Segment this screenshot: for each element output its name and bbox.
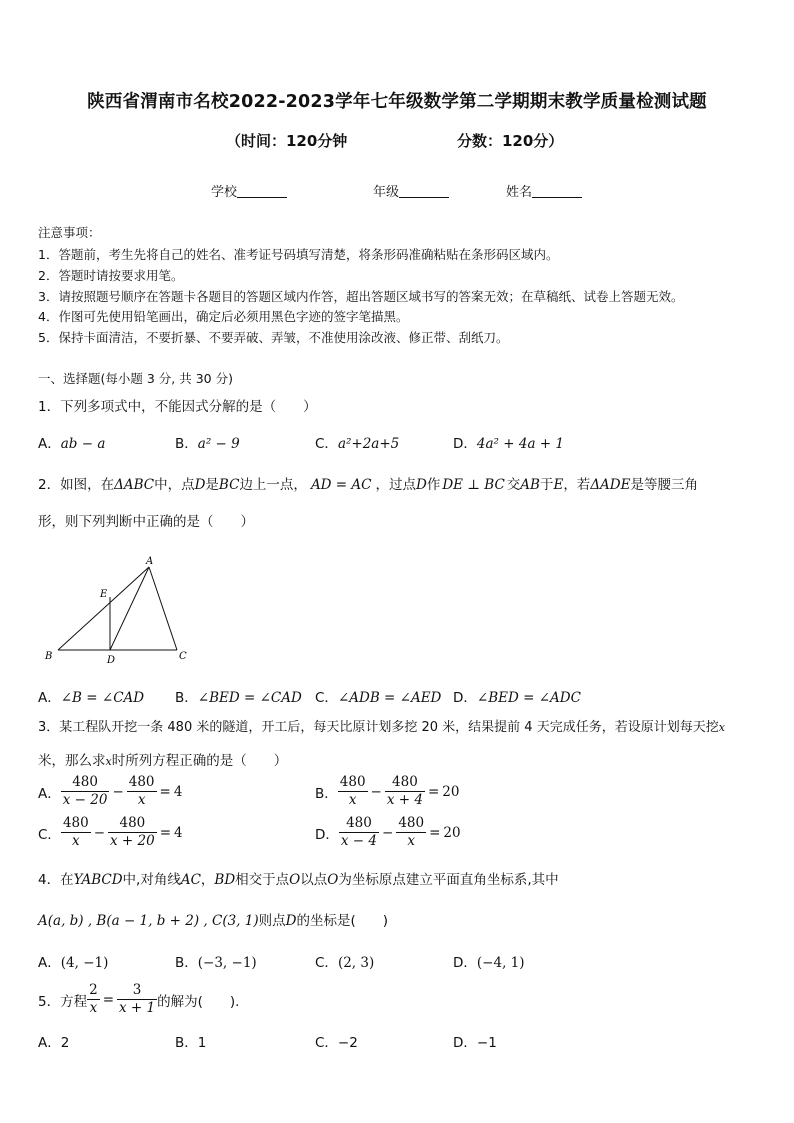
option-letter: D． — [315, 826, 339, 843]
text: 时所列方程正确的是（ ） — [111, 753, 288, 769]
q1-option-b[interactable] — [175, 432, 240, 452]
q3-stem-line1 — [38, 716, 725, 735]
q4-option-b[interactable] — [175, 951, 257, 971]
q2-option-c[interactable] — [315, 686, 441, 706]
numerator: 480 — [108, 815, 157, 833]
option-expr: ∠ADB = ∠AED — [337, 690, 442, 706]
numerator: 2 — [89, 982, 98, 998]
page-title: 陕西省渭南市名校2022-2023学年七年级数学第二学期期末教学质量检测试题 — [87, 92, 707, 112]
operator: − — [382, 824, 394, 841]
text: 是等腰三角 — [630, 477, 698, 493]
q1-option-a[interactable] — [38, 432, 105, 452]
q2-stem-line2: 形，则下列判断中正确的是（ ） — [38, 514, 254, 530]
label-A: A — [146, 556, 154, 567]
text: 5．方程 — [38, 993, 88, 1010]
denominator: x — [348, 792, 357, 808]
option-expr: (−4, 1) — [476, 955, 525, 971]
fraction — [87, 982, 100, 1017]
denominator: x − 4 — [340, 833, 378, 849]
rhs: 4 — [174, 824, 183, 841]
text: 的解为( ). — [157, 993, 240, 1010]
exam-score: 分数：120分） — [457, 132, 564, 150]
text: ，若 — [563, 477, 591, 493]
numerator: 480 — [385, 774, 425, 792]
math: D — [285, 913, 297, 929]
math: AC — [180, 872, 201, 888]
option-letter: B． — [175, 955, 198, 971]
option-expr: (2, 3) — [337, 955, 375, 971]
text: 米，那么求 — [38, 753, 106, 769]
option-letter: D． — [453, 436, 477, 452]
option-expr: ab − a — [60, 436, 106, 452]
segment-AC — [149, 567, 177, 650]
fraction — [127, 774, 157, 809]
q4-option-d[interactable] — [453, 951, 525, 971]
numerator: 480 — [339, 815, 379, 833]
denominator: x − 20 — [62, 792, 108, 808]
q2-option-b[interactable] — [175, 686, 302, 706]
numerator: 480 — [128, 774, 155, 790]
equation — [87, 982, 157, 1017]
text: 3．某工程队开挖一条 480 米的隧道，开工后，每天比原计划多挖 20 米，结果提前 4 天完成任务，若设原计划每天挖 — [38, 720, 719, 735]
q5-stem — [38, 982, 239, 1017]
math: D — [194, 477, 206, 493]
text: 边上一点， — [239, 477, 307, 493]
name-blank[interactable] — [532, 184, 582, 198]
label-C: C — [179, 651, 187, 662]
option-expr: (4, −1) — [60, 955, 109, 971]
numerator: 480 — [62, 815, 89, 831]
text: ，过点 — [375, 477, 416, 493]
fraction — [61, 815, 91, 850]
text: ， — [200, 872, 215, 888]
math: DE ⊥ BC — [442, 477, 505, 493]
q3-option-a[interactable] — [38, 774, 182, 809]
operator: = — [102, 991, 114, 1008]
math: O — [289, 872, 301, 888]
q2-option-d[interactable] — [453, 686, 581, 706]
text: 4．在 — [38, 872, 74, 888]
notice-item: 3．请按照题号顺序在答题卡各题目的答题区域内作答，超出答题区域书写的答案无效；在草稿纸、试卷上答题无效。 — [38, 289, 684, 304]
fraction — [61, 774, 110, 809]
q2-option-a[interactable] — [38, 686, 144, 706]
option-expr: ∠B = ∠CAD — [60, 690, 145, 706]
text: 相交于点 — [235, 872, 290, 888]
q5-option-d[interactable]: D．−1 — [453, 1035, 497, 1051]
notice-item: 2．答题时请按要求用笔。 — [38, 268, 184, 283]
option-letter: C． — [315, 955, 338, 971]
segment-BA — [58, 567, 149, 650]
text: 2．如图，在 — [38, 477, 115, 493]
option-letter: D． — [453, 955, 477, 971]
option-letter: A． — [38, 436, 61, 452]
rhs: 4 — [173, 783, 183, 800]
numerator: 3 — [117, 982, 157, 1000]
text: 以点 — [300, 872, 328, 888]
grade-field — [373, 181, 449, 200]
fraction — [117, 982, 157, 1017]
rhs: 20 — [443, 824, 461, 841]
operator: = — [429, 824, 441, 841]
q3-stem-line2 — [38, 749, 287, 769]
label-B: B — [45, 651, 53, 662]
option-expr: 4a² + 4a + 1 — [476, 436, 564, 452]
text: 中,对角线 — [122, 872, 181, 888]
name-field — [506, 181, 582, 200]
option-expr: ∠BED = ∠ADC — [476, 690, 581, 706]
math: O — [327, 872, 339, 888]
text: 于 — [539, 477, 554, 493]
numerator: 480 — [339, 774, 366, 790]
denominator: x — [72, 833, 80, 849]
option-expr: ∠BED = ∠CAD — [197, 690, 302, 706]
math: ΔADE — [590, 477, 631, 493]
text: 是 — [205, 477, 219, 493]
q4-stem-line2 — [38, 909, 388, 929]
operator: − — [93, 824, 106, 841]
text: 作 — [426, 477, 441, 493]
numerator: 480 — [398, 815, 425, 831]
operator: = — [159, 824, 172, 841]
q5-option-a[interactable]: A．2 — [38, 1035, 70, 1051]
math: BC — [218, 477, 240, 493]
q4-stem-line1 — [38, 868, 559, 888]
option-letter: B． — [315, 785, 338, 802]
denominator: x — [89, 1000, 98, 1016]
q1-option-d[interactable] — [453, 432, 564, 452]
rhs: 20 — [442, 783, 460, 800]
q1-option-c[interactable] — [315, 432, 399, 452]
denominator: x — [137, 792, 146, 808]
grade-label: 年级 — [373, 185, 400, 200]
option-letter: B． — [175, 690, 198, 706]
fraction — [108, 815, 157, 850]
operator: − — [112, 783, 124, 800]
label-D: D — [107, 655, 116, 666]
notice-item: 1．答题前，考生先将自己的姓名、准考证号码填写清楚，将条形码准确粘贴在条形码区域内。 — [38, 247, 559, 262]
label-E: E — [100, 589, 108, 600]
fraction — [396, 815, 426, 850]
option-letter: B． — [175, 436, 198, 452]
notice-item: 4．作图可先使用铅笔画出，确定后必须用黑色字迹的签字笔描黑。 — [38, 309, 409, 324]
math: ΔABC — [114, 477, 155, 493]
q3-option-b[interactable] — [315, 774, 459, 809]
fraction — [339, 815, 379, 850]
option-equation — [338, 774, 460, 809]
q4-option-a[interactable] — [38, 951, 108, 971]
math: AD = AC — [310, 477, 372, 493]
school-field — [211, 181, 287, 200]
option-letter: D． — [453, 690, 477, 706]
notice-item: 5．保持卡面清洁，不要折暴、不要弄破、弄皱，不准使用涂改液、修正带、刮纸刀。 — [38, 330, 509, 345]
operator: = — [159, 783, 171, 800]
text: 为坐标原点建立平面直角坐标系,其中 — [338, 872, 559, 888]
option-expr: (−3, −1) — [197, 955, 257, 971]
option-expr: a² − 9 — [197, 436, 240, 452]
math: x — [105, 755, 112, 768]
operator: − — [370, 783, 382, 800]
q5-option-b[interactable]: B．1 — [175, 1035, 207, 1051]
school-label: 学校 — [211, 185, 238, 200]
denominator: x + 4 — [386, 792, 423, 808]
operator: = — [427, 783, 440, 800]
text: 则点 — [258, 913, 286, 929]
fraction — [385, 774, 425, 809]
q3-option-d[interactable] — [315, 815, 461, 850]
denominator: x — [407, 833, 416, 849]
math: AB — [520, 477, 540, 493]
section-heading: 一、选择题(每小题 3 分, 共 30 分) — [38, 371, 233, 386]
text: 的坐标是( ) — [296, 913, 388, 929]
q2-stem-line1 — [38, 473, 698, 493]
math: YABCD — [73, 872, 123, 888]
triangle-figure — [38, 552, 198, 667]
name-label: 姓名 — [506, 185, 533, 200]
option-letter: A． — [38, 955, 61, 971]
option-letter: C． — [315, 690, 338, 706]
notice-heading: 注意事项： — [38, 225, 101, 240]
q3-option-c[interactable] — [38, 815, 183, 850]
math: x — [718, 721, 725, 734]
option-equation — [61, 815, 183, 850]
option-letter: C． — [315, 436, 338, 452]
text: 交 — [506, 477, 521, 493]
q1-stem: 1．下列多项式中，不能因式分解的是（ ） — [38, 399, 317, 415]
option-equation — [339, 815, 461, 850]
numerator: 480 — [61, 774, 110, 792]
exam-time: （时间：120分钟 — [226, 132, 348, 150]
math: A(a, b) , B(a − 1, b + 2) , C(3, 1) — [38, 913, 259, 929]
option-equation — [61, 774, 183, 809]
text: 中，点 — [154, 477, 195, 493]
option-letter: C． — [38, 826, 61, 843]
fraction — [338, 774, 368, 809]
q5-option-c[interactable]: C．−2 — [315, 1035, 358, 1051]
grade-blank[interactable] — [399, 184, 449, 198]
math: D — [415, 477, 427, 493]
option-letter: A． — [38, 785, 61, 802]
segment-AD — [110, 567, 149, 650]
denominator: x + 20 — [110, 833, 155, 849]
denominator: x + 1 — [119, 1000, 156, 1016]
school-blank[interactable] — [237, 184, 287, 198]
option-letter: A． — [38, 690, 61, 706]
q4-option-c[interactable] — [315, 951, 374, 971]
option-expr: a²+2a+5 — [337, 436, 400, 452]
math: E — [553, 477, 564, 493]
math: BD — [214, 872, 236, 888]
